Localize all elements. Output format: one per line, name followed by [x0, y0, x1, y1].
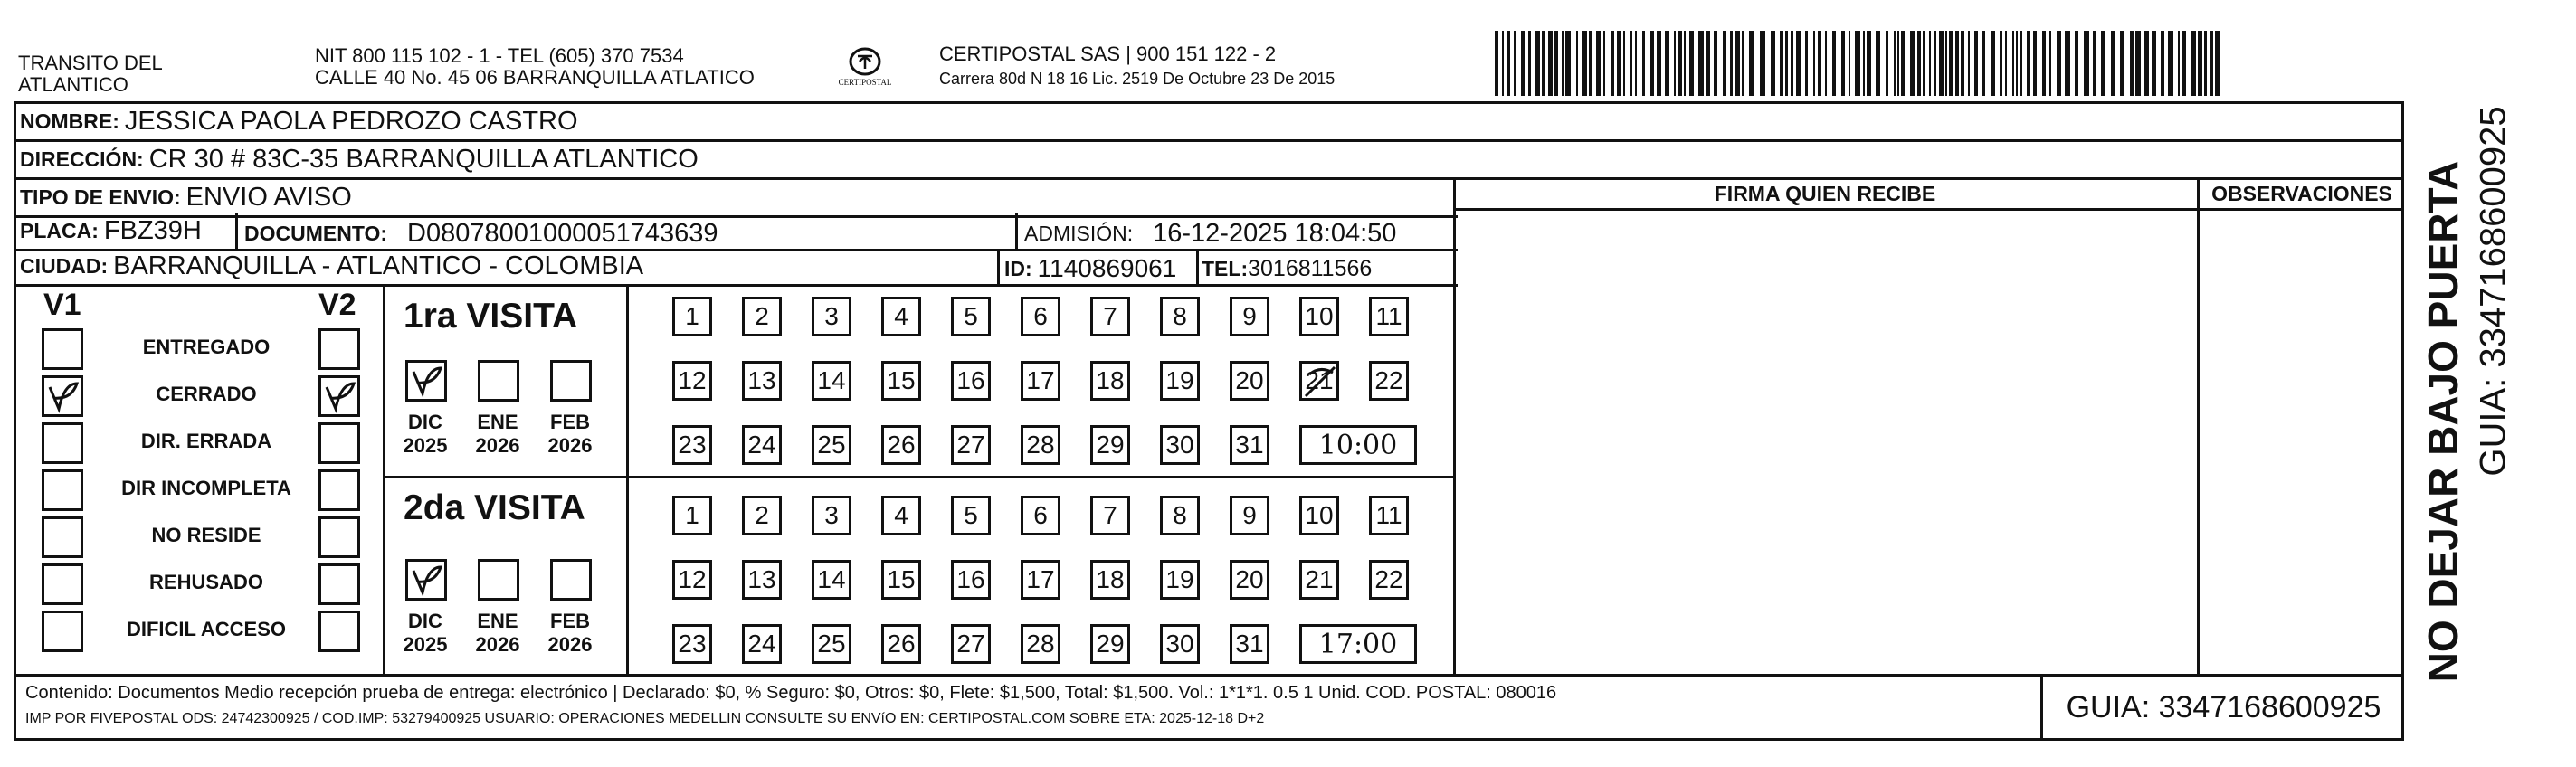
visit1-day-13[interactable]: 13	[742, 361, 782, 401]
visit2-day-31[interactable]: 31	[1230, 624, 1269, 664]
visit1-day-10[interactable]: 10	[1299, 297, 1339, 336]
visit1-day-29[interactable]: 29	[1090, 425, 1130, 465]
visit2-day-10[interactable]: 10	[1299, 496, 1339, 535]
side-panel	[2407, 101, 2479, 741]
visit2-day-16[interactable]: 16	[951, 560, 991, 600]
nombre-value: JESSICA PAOLA PEDROZO CASTRO	[124, 107, 578, 136]
visit1-month-box-ene[interactable]	[478, 360, 519, 402]
visit2-month-label-ene: ENE	[477, 610, 518, 632]
visit1-month-label-dic: DIC	[408, 411, 442, 433]
visit1-day-11[interactable]: 11	[1369, 297, 1409, 336]
id-field: ID: 1140869061	[1004, 254, 1177, 282]
firma-label: FIRMA QUIEN RECIBE	[1714, 182, 1936, 205]
admision-field: ADMISIÓN: 16-12-2025 18:04:50	[1024, 218, 1397, 248]
placa-row: PLACA: FBZ39H	[16, 213, 1458, 251]
status-label-entregado: ENTREGADO	[142, 336, 271, 358]
visit2-month-year-feb: 2026	[547, 633, 593, 656]
visit2-day-19[interactable]: 19	[1160, 560, 1200, 600]
v2-checkbox-no-reside[interactable]	[318, 516, 360, 558]
visit2-day-13[interactable]: 13	[742, 560, 782, 600]
status-label-rehusado: REHUSADO	[149, 571, 263, 593]
visit2-day-28[interactable]: 28	[1021, 624, 1060, 664]
visit1-day-22[interactable]: 22	[1369, 361, 1409, 401]
visit2-day-12[interactable]: 12	[672, 560, 712, 600]
visit1-month-year-dic: 2025	[403, 434, 448, 457]
status-label-dificil-acceso: DIFICIL ACCESO	[126, 618, 286, 640]
admision-value: 16-12-2025 18:04:50	[1153, 218, 1397, 248]
visit2-day-4[interactable]: 4	[881, 496, 921, 535]
visit2-day-25[interactable]: 25	[812, 624, 851, 664]
v1-checkbox-dificil-acceso[interactable]	[42, 611, 83, 652]
direccion-value: CR 30 # 83C-35 BARRANQUILLA ATLANTICO	[148, 145, 699, 174]
v2-checkbox-dir-errada[interactable]	[318, 422, 360, 464]
id-value: 1140869061	[1037, 254, 1177, 282]
status-label-cerrado: CERRADO	[156, 383, 257, 405]
visit1-day-15[interactable]: 15	[881, 361, 921, 401]
v1-checkbox-entregado[interactable]	[42, 328, 83, 370]
visit2-month-year-dic: 2025	[403, 633, 448, 656]
visit2-day-27[interactable]: 27	[951, 624, 991, 664]
v2-checkbox-entregado[interactable]	[318, 328, 360, 370]
visit1-day-17[interactable]: 17	[1021, 361, 1060, 401]
documento-value: D08078001000051743639	[407, 218, 718, 248]
visit2-day-7[interactable]: 7	[1090, 496, 1130, 535]
visit1-day-4[interactable]: 4	[881, 297, 921, 336]
visit1-day-20[interactable]: 20	[1230, 361, 1269, 401]
carrier-info: CERTIPOSTAL SAS | 900 151 122 - 2 Carrera 80d N 18 16 Lic. 2519 De Octubre 23 De 2015	[939, 43, 1336, 88]
visit1-month-box-dic[interactable]	[405, 360, 447, 402]
visit2-day-9[interactable]: 9	[1230, 496, 1269, 535]
visit2-month-year-ene: 2026	[475, 633, 520, 656]
visit1-title: 1ra VISITA	[404, 297, 578, 336]
footer-guia: GUIA: 3347168600925	[2066, 689, 2381, 724]
v1-checkbox-rehusado[interactable]	[42, 563, 83, 605]
placa-value: FBZ39H	[103, 216, 202, 245]
visit1-day-26[interactable]: 26	[881, 425, 921, 465]
visit1-day-18[interactable]: 18	[1090, 361, 1130, 401]
status-label-dir-errada: DIR. ERRADA	[140, 430, 272, 452]
footer-imp: IMP POR FIVEPOSTAL ODS: 24742300925 / COD.IMP: 53279400925 USUARIO: OPERACIONES MEDELLIN CONSULTE SU ENVíO EN: CERTIPOSTAL.COM SOBRE ETA: 2025-12-18 D+2	[25, 711, 1265, 726]
visit2-day-24[interactable]: 24	[742, 624, 782, 664]
visit1-day-9[interactable]: 9	[1230, 297, 1269, 336]
side-guia-panel	[2470, 101, 2524, 590]
visit2-month-box-feb[interactable]	[550, 559, 592, 601]
visit2-day-17[interactable]: 17	[1021, 560, 1060, 600]
visit2-day-30[interactable]: 30	[1160, 624, 1200, 664]
v2-checkbox-rehusado[interactable]	[318, 563, 360, 605]
documento-field: DOCUMENTO: D08078001000051743639	[244, 218, 718, 248]
visit2-day-2[interactable]: 2	[742, 496, 782, 535]
company-name: TRANSITO DEL ATLANTICO	[18, 52, 163, 96]
visit2-day-18[interactable]: 18	[1090, 560, 1130, 600]
visit2-day-5[interactable]: 5	[951, 496, 991, 535]
observaciones-label: OBSERVACIONES	[2211, 182, 2392, 205]
company-nit: NIT 800 115 102 - 1 - TEL (605) 370 7534 CALLE 40 No. 45 06 BARRANQUILLA ATLATICO	[315, 44, 755, 89]
visit2-day-3[interactable]: 3	[812, 496, 851, 535]
certipostal-logo: CERTIPOSTAL	[832, 43, 898, 96]
visit2-day-15[interactable]: 15	[881, 560, 921, 600]
v1-label: V1	[43, 288, 81, 322]
nombre-row: NOMBRE: JESSICA PAOLA PEDROZO CASTRO	[16, 104, 2402, 142]
visit1-day-7[interactable]: 7	[1090, 297, 1130, 336]
v1-checkbox-cerrado[interactable]	[42, 375, 83, 417]
visit1-month-label-ene: ENE	[477, 411, 518, 433]
v2-checkbox-cerrado[interactable]	[318, 375, 360, 417]
visit2-month-label-dic: DIC	[408, 610, 442, 632]
visit2-month-box-dic[interactable]	[405, 559, 447, 601]
visit2-day-21[interactable]: 21	[1299, 560, 1339, 600]
visit2-day-29[interactable]: 29	[1090, 624, 1130, 664]
footer-contenido: Contenido: Documentos Medio recepción prueba de entrega: electrónico | Declarado: $0, % Seguro: $0, Otros: $0, Flete: $1,500, Total: $1,500. Vol.: 1*1*1. 0.5 1 Unid. COD. POSTAL: 080016	[25, 683, 1557, 703]
observaciones-area[interactable]	[2200, 211, 2404, 674]
visit2-day-14[interactable]: 14	[812, 560, 851, 600]
visit2-month-label-feb: FEB	[550, 610, 590, 632]
visit2-title: 2da VISITA	[404, 488, 585, 527]
tel-field: TEL: 3016811566	[1202, 255, 1373, 281]
visit1-day-23[interactable]: 23	[672, 425, 712, 465]
visit1-month-year-ene: 2026	[475, 434, 520, 457]
visit1-month-label-feb: FEB	[550, 411, 590, 433]
visit1-day-5[interactable]: 5	[951, 297, 991, 336]
side-warning: NO DEJAR BAJO PUERTA	[2419, 160, 2467, 683]
visit2-day-8[interactable]: 8	[1160, 496, 1200, 535]
v1-checkbox-dir-errada[interactable]	[42, 422, 83, 464]
status-label-dir-incompleta: DIR INCOMPLETA	[121, 477, 291, 499]
signature-area[interactable]	[1456, 211, 2197, 674]
ciudad-value: BARRANQUILLA - ATLANTICO - COLOMBIA	[113, 251, 644, 280]
v2-checkbox-dificil-acceso[interactable]	[318, 611, 360, 652]
visit1-day-1[interactable]: 1	[672, 297, 712, 336]
visit2-day-26[interactable]: 26	[881, 624, 921, 664]
visit2-day-20[interactable]: 20	[1230, 560, 1269, 600]
visit1-day-24[interactable]: 24	[742, 425, 782, 465]
visit2-month-box-ene[interactable]	[478, 559, 519, 601]
visit1-day-16[interactable]: 16	[951, 361, 991, 401]
tipo-envio-row: TIPO DE ENVIO: ENVIO AVISO	[16, 180, 1458, 218]
visit1-day-31[interactable]: 31	[1230, 425, 1269, 465]
visit2-day-23[interactable]: 23	[672, 624, 712, 664]
visit2-day-6[interactable]: 6	[1021, 496, 1060, 535]
barcode	[1493, 31, 2224, 96]
v2-checkbox-dir-incompleta[interactable]	[318, 469, 360, 511]
visit2-day-22[interactable]: 22	[1369, 560, 1409, 600]
visit1-day-3[interactable]: 3	[812, 297, 851, 336]
visit2-day-1[interactable]: 1	[672, 496, 712, 535]
tel-value: 3016811566	[1248, 255, 1373, 281]
visit1-day-8[interactable]: 8	[1160, 297, 1200, 336]
visit1-day-25[interactable]: 25	[812, 425, 851, 465]
visit1-day-28[interactable]: 28	[1021, 425, 1060, 465]
visit1-day-27[interactable]: 27	[951, 425, 991, 465]
tipo-envio-value: ENVIO AVISO	[185, 183, 352, 212]
direccion-row: DIRECCIÓN: CR 30 # 83C-35 BARRANQUILLA ATLANTICO	[16, 142, 2402, 180]
visit2-day-11[interactable]: 11	[1369, 496, 1409, 535]
visit1-day-19[interactable]: 19	[1160, 361, 1200, 401]
visit1-month-box-feb[interactable]	[550, 360, 592, 402]
visit1-day-30[interactable]: 30	[1160, 425, 1200, 465]
visit1-day-21[interactable]: 21	[1299, 361, 1339, 401]
ciudad-row: CIUDAD: BARRANQUILLA - ATLANTICO - COLOMBIA	[16, 249, 1458, 287]
status-label-no-reside: NO RESIDE	[151, 524, 261, 546]
visit2-time-box[interactable]: 17:00	[1299, 624, 1417, 664]
visit1-time-box[interactable]: 10:00	[1299, 425, 1417, 465]
visit1-month-year-feb: 2026	[547, 434, 593, 457]
v1-checkbox-dir-incompleta[interactable]	[42, 469, 83, 511]
visit1-day-6[interactable]: 6	[1021, 297, 1060, 336]
side-guia: GUIA: 3347168600925	[2473, 106, 2514, 477]
v2-label: V2	[318, 288, 356, 322]
visit1-day-2[interactable]: 2	[742, 297, 782, 336]
visit1-day-12[interactable]: 12	[672, 361, 712, 401]
v1-checkbox-no-reside[interactable]	[42, 516, 83, 558]
visit1-day-14[interactable]: 14	[812, 361, 851, 401]
